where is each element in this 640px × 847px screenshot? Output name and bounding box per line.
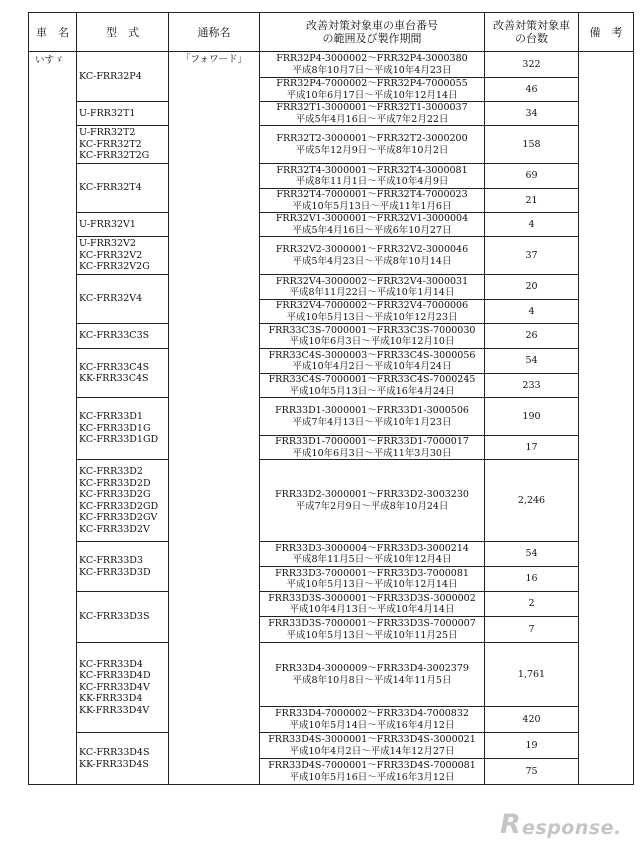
header-count: 改善対策対象車 の台数 — [485, 13, 579, 52]
table-row — [29, 592, 634, 617]
count-cell: 54 — [485, 542, 579, 567]
chassis-range: FRR32V2-3000001～FRR32V2-3000046 — [275, 244, 469, 255]
model-cell — [77, 733, 169, 785]
model-code: KC-FRR33D2G — [79, 489, 151, 500]
count-cell: 420 — [485, 707, 579, 733]
model-code: KC-FRR32V2G — [79, 261, 150, 273]
model-code: KC-FRR33D4S — [79, 747, 150, 758]
chassis-range: FRR33D4S-3000001～FRR33D4S-3000021 — [268, 734, 476, 745]
model-code: KC-FRR33D4 — [79, 658, 143, 670]
production-period: 平成7年4月13日～平成10年1月23日 — [292, 416, 452, 428]
header-row — [29, 13, 634, 52]
model-cell — [77, 398, 169, 460]
maker-name: いすゞ — [35, 55, 64, 66]
count-cell: 2 — [485, 592, 579, 617]
model-code: KC-FRR33C4S — [79, 361, 150, 373]
model-cell — [77, 237, 169, 275]
count-cell: 190 — [485, 398, 579, 436]
production-period: 平成10年5月13日～平成10年11月25日 — [286, 629, 458, 641]
model-code: U-FRR32T1 — [79, 107, 136, 119]
count-cell: 4 — [485, 213, 579, 237]
range-cell — [260, 275, 485, 300]
count-cell: 34 — [485, 102, 579, 126]
range-cell — [260, 707, 485, 733]
header-nickname: 通称名 — [169, 13, 260, 52]
table-row — [29, 542, 634, 567]
chassis-range: FRR32V1-3000001～FRR32V1-3000004 — [275, 213, 469, 224]
range-cell — [260, 436, 485, 460]
range-cell — [260, 102, 485, 126]
model-code: KC-FRR33D4V — [79, 681, 150, 693]
table-body — [29, 52, 634, 785]
production-period: 平成10年4月2日～平成14年12月27日 — [289, 745, 455, 757]
count-cell: 20 — [485, 275, 579, 300]
header-remarks: 備 考 — [579, 13, 634, 52]
chassis-range: FRR33D4-3000009～FRR33D4-3002379 — [275, 663, 469, 674]
table-row — [29, 213, 634, 237]
header-model: 型 式 — [77, 13, 169, 52]
production-period: 平成5年4月16日～平成7年2月22日 — [295, 113, 449, 125]
chassis-range: FRR32T1-3000001～FRR32T1-3000037 — [276, 102, 468, 113]
production-period: 平成5年4月16日～平成6年10月27日 — [292, 224, 452, 236]
chassis-range: FRR33D1-7000001～FRR33D1-7000017 — [275, 436, 469, 447]
range-cell — [260, 592, 485, 617]
model-code: KC-FRR33D4D — [79, 670, 151, 682]
model-code: KC-FRR33D2GD — [79, 500, 159, 512]
watermark-logo-r: R — [500, 809, 521, 840]
table-row — [29, 349, 634, 374]
model-cell — [77, 542, 169, 592]
count-cell: 46 — [485, 78, 579, 102]
model-code: KC-FRR33D2GV — [79, 512, 158, 523]
nickname-cell — [169, 52, 260, 785]
range-cell — [260, 126, 485, 164]
table-row — [29, 460, 634, 542]
chassis-range: FRR32V4-7000002～FRR32V4-7000006 — [275, 300, 469, 311]
model-cell — [77, 643, 169, 733]
range-cell — [260, 164, 485, 189]
count-cell: 4 — [485, 300, 579, 324]
production-period: 平成5年4月23日～平成8年10月14日 — [292, 255, 452, 267]
chassis-range: FRR33D1-3000001～FRR33D1-3000506 — [275, 405, 469, 416]
production-period: 平成10年4月13日～平成10年4月14日 — [289, 604, 455, 615]
model-cell — [77, 213, 169, 237]
chassis-range: FRR33D3-7000001～FRR33D3-7000081 — [275, 567, 469, 579]
model-code: KC-FRR33D3S — [79, 611, 150, 623]
chassis-range: FRR33C4S-7000001～FRR33C4S-7000245 — [268, 374, 476, 385]
chassis-range: FRR32T2-3000001～FRR32T2-3000200 — [276, 133, 468, 144]
table-row — [29, 398, 634, 436]
production-period: 平成8年11月1日～平成10年4月9日 — [295, 176, 449, 187]
model-code: KC-FRR33D1GD — [79, 434, 159, 446]
model-code: KC-FRR33D2V — [79, 523, 150, 535]
remarks-cell — [579, 52, 634, 785]
chassis-range: FRR33D2-3000001～FRR33D2-3003230 — [275, 489, 469, 500]
model-code: KK-FRR33D4S — [79, 758, 149, 770]
model-cell — [77, 126, 169, 164]
count-cell: 1,761 — [485, 643, 579, 707]
count-cell: 233 — [485, 374, 579, 398]
model-code: KC-FRR32P4 — [79, 70, 142, 82]
model-code: KC-FRR33C3S — [79, 330, 150, 342]
production-period: 平成10年6月3日～平成10年12月10日 — [289, 336, 455, 347]
count-cell: 322 — [485, 52, 579, 78]
range-cell — [260, 237, 485, 275]
count-cell: 69 — [485, 164, 579, 189]
model-code: KC-FRR32V2 — [79, 249, 143, 261]
table-row — [29, 275, 634, 300]
model-code: U-FRR32T2 — [79, 127, 136, 139]
model-code: KC-FRR33D3D — [79, 566, 151, 578]
count-cell: 17 — [485, 436, 579, 460]
model-code: KC-FRR33D1 — [79, 411, 143, 423]
production-period: 平成10年5月16日～平成16年3月12日 — [289, 771, 455, 783]
count-cell: 37 — [485, 237, 579, 275]
model-code: KC-FRR33D3 — [79, 555, 143, 566]
recall-table — [28, 12, 634, 785]
model-cell — [77, 52, 169, 102]
range-cell — [260, 617, 485, 643]
production-period: 平成10年5月14日～平成16年4月12日 — [289, 719, 455, 731]
count-cell: 26 — [485, 324, 579, 349]
model-code: KC-FRR32V4 — [79, 293, 143, 305]
range-cell — [260, 567, 485, 592]
model-code: KC-FRR33D1G — [79, 422, 151, 434]
range-cell — [260, 733, 485, 759]
model-code: KC-FRR32T2 — [79, 138, 142, 150]
chassis-range: FRR33D3-3000004～FRR33D3-3000214 — [275, 542, 469, 554]
model-code: KK-FRR33D4 — [79, 693, 143, 705]
chassis-range: FRR32T4-7000001～FRR32T4-7000023 — [276, 189, 468, 200]
production-period: 平成7年2月9日～平成8年10月24日 — [295, 500, 449, 512]
model-cell — [77, 349, 169, 398]
model-code: KC-FRR33D2 — [79, 466, 143, 477]
model-cell — [77, 102, 169, 126]
count-cell: 54 — [485, 349, 579, 374]
range-cell — [260, 398, 485, 436]
model-code: KK-FRR33D4V — [79, 704, 150, 716]
chassis-range: FRR32P4-3000002～FRR32P4-3000380 — [276, 53, 468, 64]
range-cell — [260, 78, 485, 102]
production-period: 平成8年11月5日～平成10年12月4日 — [292, 554, 452, 565]
header-range: 改善対策対象車の車台番号 の範囲及び製作期間 — [260, 13, 485, 52]
table-row — [29, 237, 634, 275]
table-row — [29, 102, 634, 126]
model-code: U-FRR32V2 — [79, 238, 136, 250]
model-code: KC-FRR32T4 — [79, 182, 142, 194]
model-cell — [77, 324, 169, 349]
production-period: 平成8年10月8日～平成14年11月5日 — [292, 674, 452, 686]
count-cell: 2,246 — [485, 460, 579, 542]
count-cell: 16 — [485, 567, 579, 592]
model-code: KC-FRR32T2G — [79, 150, 150, 162]
chassis-range: FRR33C3S-7000001～FRR33C3S-7000030 — [268, 324, 476, 336]
table-row — [29, 324, 634, 349]
chassis-range: FRR33D3S-3000001～FRR33D3S-3000002 — [268, 592, 476, 604]
model-cell — [77, 460, 169, 542]
table-row — [29, 126, 634, 164]
chassis-range: FRR33D4-7000002～FRR33D4-7000832 — [275, 708, 469, 719]
range-cell — [260, 189, 485, 213]
model-cell — [77, 592, 169, 643]
table-row — [29, 52, 634, 78]
table-row — [29, 164, 634, 189]
chassis-range: FRR32T4-3000001～FRR32T4-3000081 — [276, 164, 468, 176]
model-code: KC-FRR33D2D — [79, 477, 151, 489]
count-cell: 19 — [485, 733, 579, 759]
count-cell: 75 — [485, 759, 579, 785]
range-cell — [260, 213, 485, 237]
range-cell — [260, 300, 485, 324]
production-period: 平成10年5月13日～平成10年12月14日 — [286, 579, 458, 590]
range-cell — [260, 643, 485, 707]
header-maker: 車 名 — [29, 13, 77, 52]
maker-cell — [29, 52, 77, 785]
range-cell — [260, 374, 485, 398]
chassis-range: FRR33D4S-7000001～FRR33D4S-7000081 — [268, 760, 476, 771]
range-cell — [260, 324, 485, 349]
production-period: 平成10年4月2日～平成10年4月24日 — [292, 361, 452, 372]
production-period: 平成8年11月22日～平成10年1月14日 — [289, 287, 455, 298]
range-cell — [260, 542, 485, 567]
model-code: KK-FRR33C4S — [79, 373, 149, 384]
count-cell: 158 — [485, 126, 579, 164]
production-period: 平成10年5月13日～平成16年4月24日 — [289, 385, 455, 397]
model-code: U-FRR32V1 — [79, 218, 136, 230]
production-period: 平成10年6月17日～平成10年12月14日 — [286, 89, 458, 101]
range-cell — [260, 52, 485, 78]
model-cell — [77, 164, 169, 213]
production-period: 平成10年5月13日～平成11年1月6日 — [292, 200, 452, 212]
count-cell: 21 — [485, 189, 579, 213]
production-period: 平成5年12月9日～平成8年10月2日 — [295, 144, 449, 156]
range-cell — [260, 460, 485, 542]
count-cell: 7 — [485, 617, 579, 643]
production-period: 平成10年6月3日～平成11年3月30日 — [292, 447, 452, 459]
production-period: 平成10年5月13日～平成10年12月23日 — [286, 311, 458, 323]
chassis-range: FRR33D3S-7000001～FRR33D3S-7000007 — [268, 618, 476, 629]
nickname-text: 「フォワード」 — [180, 54, 248, 65]
chassis-range: FRR32P4-7000002～FRR32P4-7000055 — [276, 78, 468, 89]
chassis-range: FRR32V4-3000002～FRR32V4-3000031 — [275, 275, 469, 287]
chassis-range: FRR33C4S-3000003～FRR33C4S-3000056 — [268, 349, 476, 361]
range-cell — [260, 759, 485, 785]
table-row — [29, 733, 634, 759]
response-watermark — [500, 810, 630, 842]
table-row — [29, 643, 634, 707]
watermark-logo-text: esponse. — [522, 817, 622, 839]
production-period: 平成8年10月7日～平成10年4月23日 — [292, 64, 452, 76]
range-cell — [260, 349, 485, 374]
model-cell — [77, 275, 169, 324]
